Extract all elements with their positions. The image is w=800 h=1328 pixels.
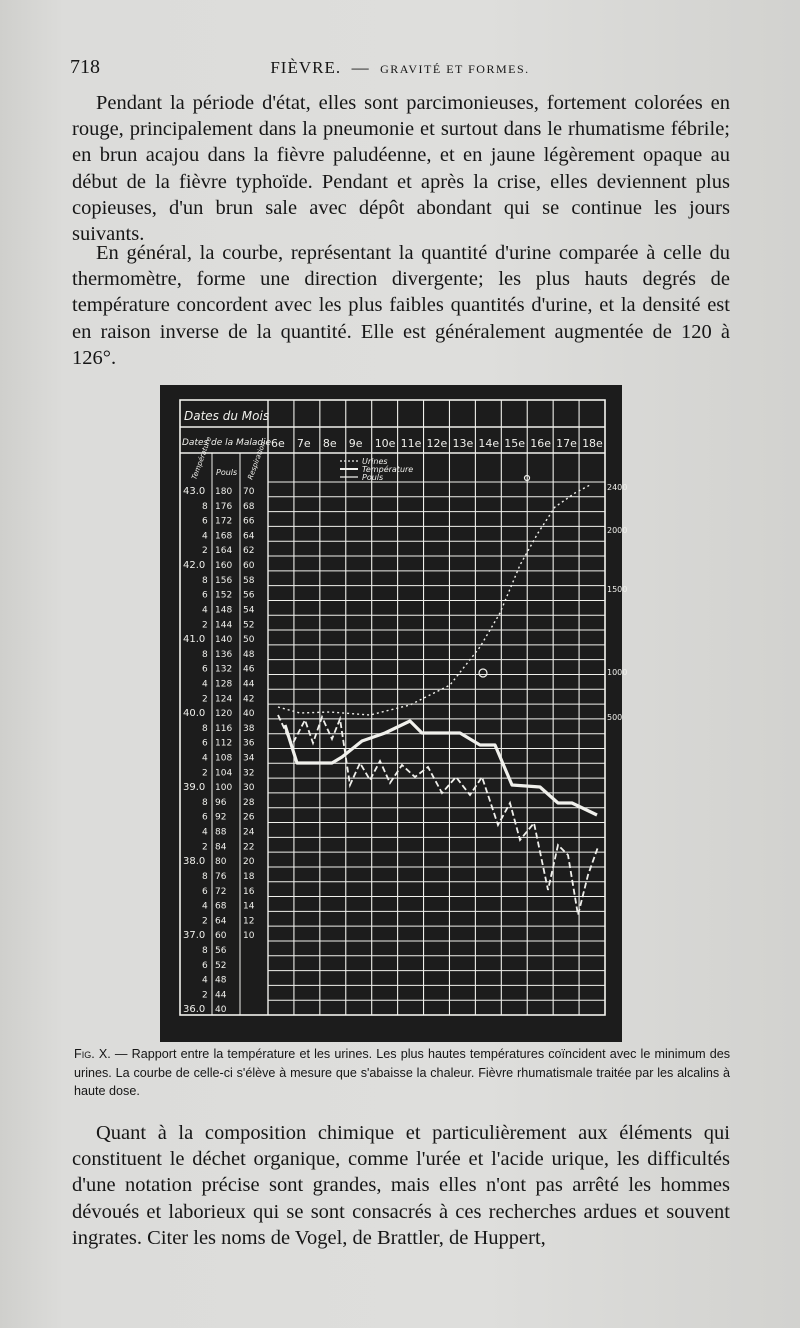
figure-chart [160,385,628,1042]
day-label: 12e [426,437,448,450]
pouls-label: 168 [215,531,233,542]
temp-sublabel: 4 [202,827,208,838]
pouls-label: 112 [215,738,233,749]
pouls-label: 104 [215,768,233,779]
resp-label: 12 [243,916,255,927]
day-label: 11e [400,437,422,450]
day-label: 13e [452,437,474,450]
pouls-label: 100 [215,783,233,794]
temp-sublabel: 6 [202,886,208,897]
day-label: 9e [348,437,363,450]
pouls-label: 128 [215,679,233,690]
caption-text: Rapport entre la température et les urines. Les plus hautes températures coïncident avec le minimum des urines. La courbe de celle-ci s'élève à mesure que s'abaisse la chaleur. Fièvre rhumatismale traitée par les alcalins à haute dose. [74,1047,731,1098]
resp-label: 56 [243,590,255,601]
temp-sublabel: 6 [202,516,208,527]
day-label: 16e [530,437,551,450]
day-label: 14e [478,437,500,450]
pouls-label: 180 [215,487,233,497]
running-header [70,52,730,88]
urine-label: 2000 [607,526,628,535]
col-caption-temp: Température [190,435,214,481]
resp-label: 48 [243,649,255,660]
resp-label: 36 [243,738,255,749]
temp-sublabel: 8 [202,797,208,808]
pouls-label: 64 [215,916,227,927]
header-dates-month: Dates du Mois [184,409,270,423]
pouls-label: 68 [215,901,227,912]
day-label: 15e [504,437,526,450]
pouls-label: 156 [215,575,233,586]
pouls-label: 160 [215,561,233,572]
temp-label: 38.0 [183,856,206,868]
pouls-label: 60 [215,931,227,942]
legend-temp-text: Température [362,465,414,474]
temp-label: 39.0 [183,782,206,794]
resp-label: 38 [243,723,255,734]
temp-sublabel: 6 [202,812,208,823]
resp-label: 24 [243,827,255,838]
resp-label: 40 [243,709,255,720]
chart-svg [160,385,628,1042]
pouls-label: 88 [215,827,227,838]
curve-pouls [278,715,598,915]
temp-sublabel: 2 [202,842,208,853]
chart-labels [182,409,627,1015]
temp-label: 36.0 [183,1004,206,1016]
resp-label: 14 [243,901,255,912]
running-title [70,58,730,78]
marker-circle [479,669,487,677]
resp-label: 54 [243,605,255,616]
temp-sublabel: 2 [202,768,208,779]
resp-label: 10 [243,931,255,942]
resp-label: 52 [243,620,255,631]
resp-label: 32 [243,768,255,779]
temp-sublabel: 2 [202,694,208,705]
pouls-label: 44 [215,990,227,1001]
resp-label: 26 [243,812,255,823]
resp-label: 20 [243,857,255,868]
temp-sublabel: 8 [202,649,208,660]
resp-label: 44 [243,679,255,690]
running-title-dash: — [351,58,370,77]
resp-label: 28 [243,797,255,808]
urine-label: 500 [607,713,623,722]
caption-dash: — [114,1047,128,1061]
running-title-sub: GRAVITÉ ET FORMES. [380,62,530,76]
resp-label: 22 [243,842,255,853]
resp-label: 18 [243,871,255,882]
temp-sublabel: 6 [202,738,208,749]
pouls-label: 116 [215,723,233,734]
temp-sublabel: 8 [202,871,208,882]
pouls-label: 76 [215,871,227,882]
header-dates-disease: Dates de la Maladie [182,438,272,448]
paragraph-1 [72,90,730,247]
temp-sublabel: 2 [202,990,208,1001]
caption-label: Fig. X. [74,1047,111,1061]
day-label: 10e [374,437,396,450]
pouls-label: 52 [215,960,227,971]
pouls-label: 48 [215,975,227,986]
urine-label: 1500 [607,585,628,594]
temp-sublabel: 2 [202,620,208,631]
pouls-label: 136 [215,649,233,660]
temp-sublabel: 8 [202,575,208,586]
col-caption-resp: Respiration [246,440,268,481]
resp-label: 34 [243,753,255,764]
temp-sublabel: 8 [202,945,208,956]
day-label: 6e [271,437,285,450]
temp-sublabel: 4 [202,531,208,542]
temp-sublabel: 4 [202,975,208,986]
temp-sublabel: 8 [202,501,208,512]
temp-sublabel: 4 [202,679,208,690]
day-label: 7e [296,437,311,450]
temp-sublabel: 8 [202,723,208,734]
resp-label: 68 [243,501,255,512]
pouls-label: 124 [215,694,233,705]
legend-urines-text: Urines [362,457,388,466]
day-label: 8e [322,437,337,450]
temp-sublabel: 4 [202,605,208,616]
resp-label: 42 [243,694,255,705]
temp-label: 43.0 [183,486,206,497]
resp-label: 46 [243,664,255,675]
pouls-label: 80 [215,857,227,868]
pouls-label: 92 [215,812,227,823]
pouls-label: 96 [215,797,227,808]
paragraph-3 [72,1120,730,1251]
resp-label: 16 [243,886,255,897]
resp-label: 60 [243,561,255,572]
temp-label: 42.0 [183,560,206,572]
pouls-label: 176 [215,501,233,512]
urine-label: 2400 [607,483,628,492]
temp-sublabel: 6 [202,960,208,971]
pouls-label: 140 [215,635,233,646]
paragraph-2-text: En général, la courbe, représentant la quantité d'urine comparée à celle du thermomètre, forme une direction divergente; les plus hauts degrés de température concordent avec les plus faibles quantités d'urine, et la densité est en raison inverse de la quantité. Elle est généralement augmentée de 120 à 126°. [72,242,730,369]
pouls-label: 72 [215,886,227,897]
resp-label: 50 [243,635,255,646]
temp-sublabel: 4 [202,901,208,912]
resp-label: 66 [243,516,255,527]
pouls-label: 120 [215,709,233,720]
resp-label: 58 [243,575,255,586]
resp-label: 64 [243,531,255,542]
temp-label: 40.0 [183,708,206,720]
paragraph-2 [72,240,730,371]
temp-label: 37.0 [183,930,206,942]
paragraph-3-text: Quant à la composition chimique et particulièrement aux éléments qui constituent le déchet organique, comme l'urée et l'acide urique, les difficultés d'une notation précise sont grandes, mais elles n'ont pas arrêté les hommes dévoués et laborieux qui se sont consacrés à ces recherches ardues et souvent ingrates. Citer les noms de Vogel, de Brattler, de Huppert, [72,1122,730,1249]
legend-pouls-text: Pouls [362,473,384,482]
col-caption-pouls: Pouls [216,468,238,477]
temp-sublabel: 4 [202,753,208,764]
curve-temperature [285,721,597,815]
resp-label: 70 [243,487,255,497]
urine-label: 1000 [607,668,628,677]
pouls-label: 152 [215,590,233,601]
day-label: 17e [556,437,577,450]
pouls-label: 148 [215,605,233,616]
temp-label: 41.0 [183,634,206,646]
temp-sublabel: 6 [202,664,208,675]
pouls-label: 164 [215,546,233,557]
resp-label: 62 [243,546,255,557]
temp-sublabel: 2 [202,916,208,927]
pouls-label: 172 [215,516,233,527]
page-number: 718 [70,56,100,78]
running-title-main: FIÈVRE. [270,58,342,77]
pouls-label: 144 [215,620,233,631]
pouls-label: 40 [215,1005,227,1016]
temp-sublabel: 6 [202,590,208,601]
resp-label: 30 [243,783,255,794]
pouls-label: 108 [215,753,233,764]
figure-caption [74,1045,730,1101]
pouls-label: 84 [215,842,227,853]
pouls-label: 56 [215,945,227,956]
pouls-label: 132 [215,664,233,675]
paragraph-1-text: Pendant la période d'état, elles sont parcimonieuses, fortement colorées en rouge, principalement dans la pneumonie et surtout dans le rhumatisme fébrile; en brun acajou dans la fièvre paludéenne, et en jaune légèrement opaque au début de la fièvre typhoïde. Pendant et après la crise, elles deviennent plus copieuses, d'un brun sale avec dépôt abondant qui se continue les jours suivants. [72,92,730,246]
day-label: 18e [582,437,603,450]
temp-sublabel: 2 [202,546,208,557]
